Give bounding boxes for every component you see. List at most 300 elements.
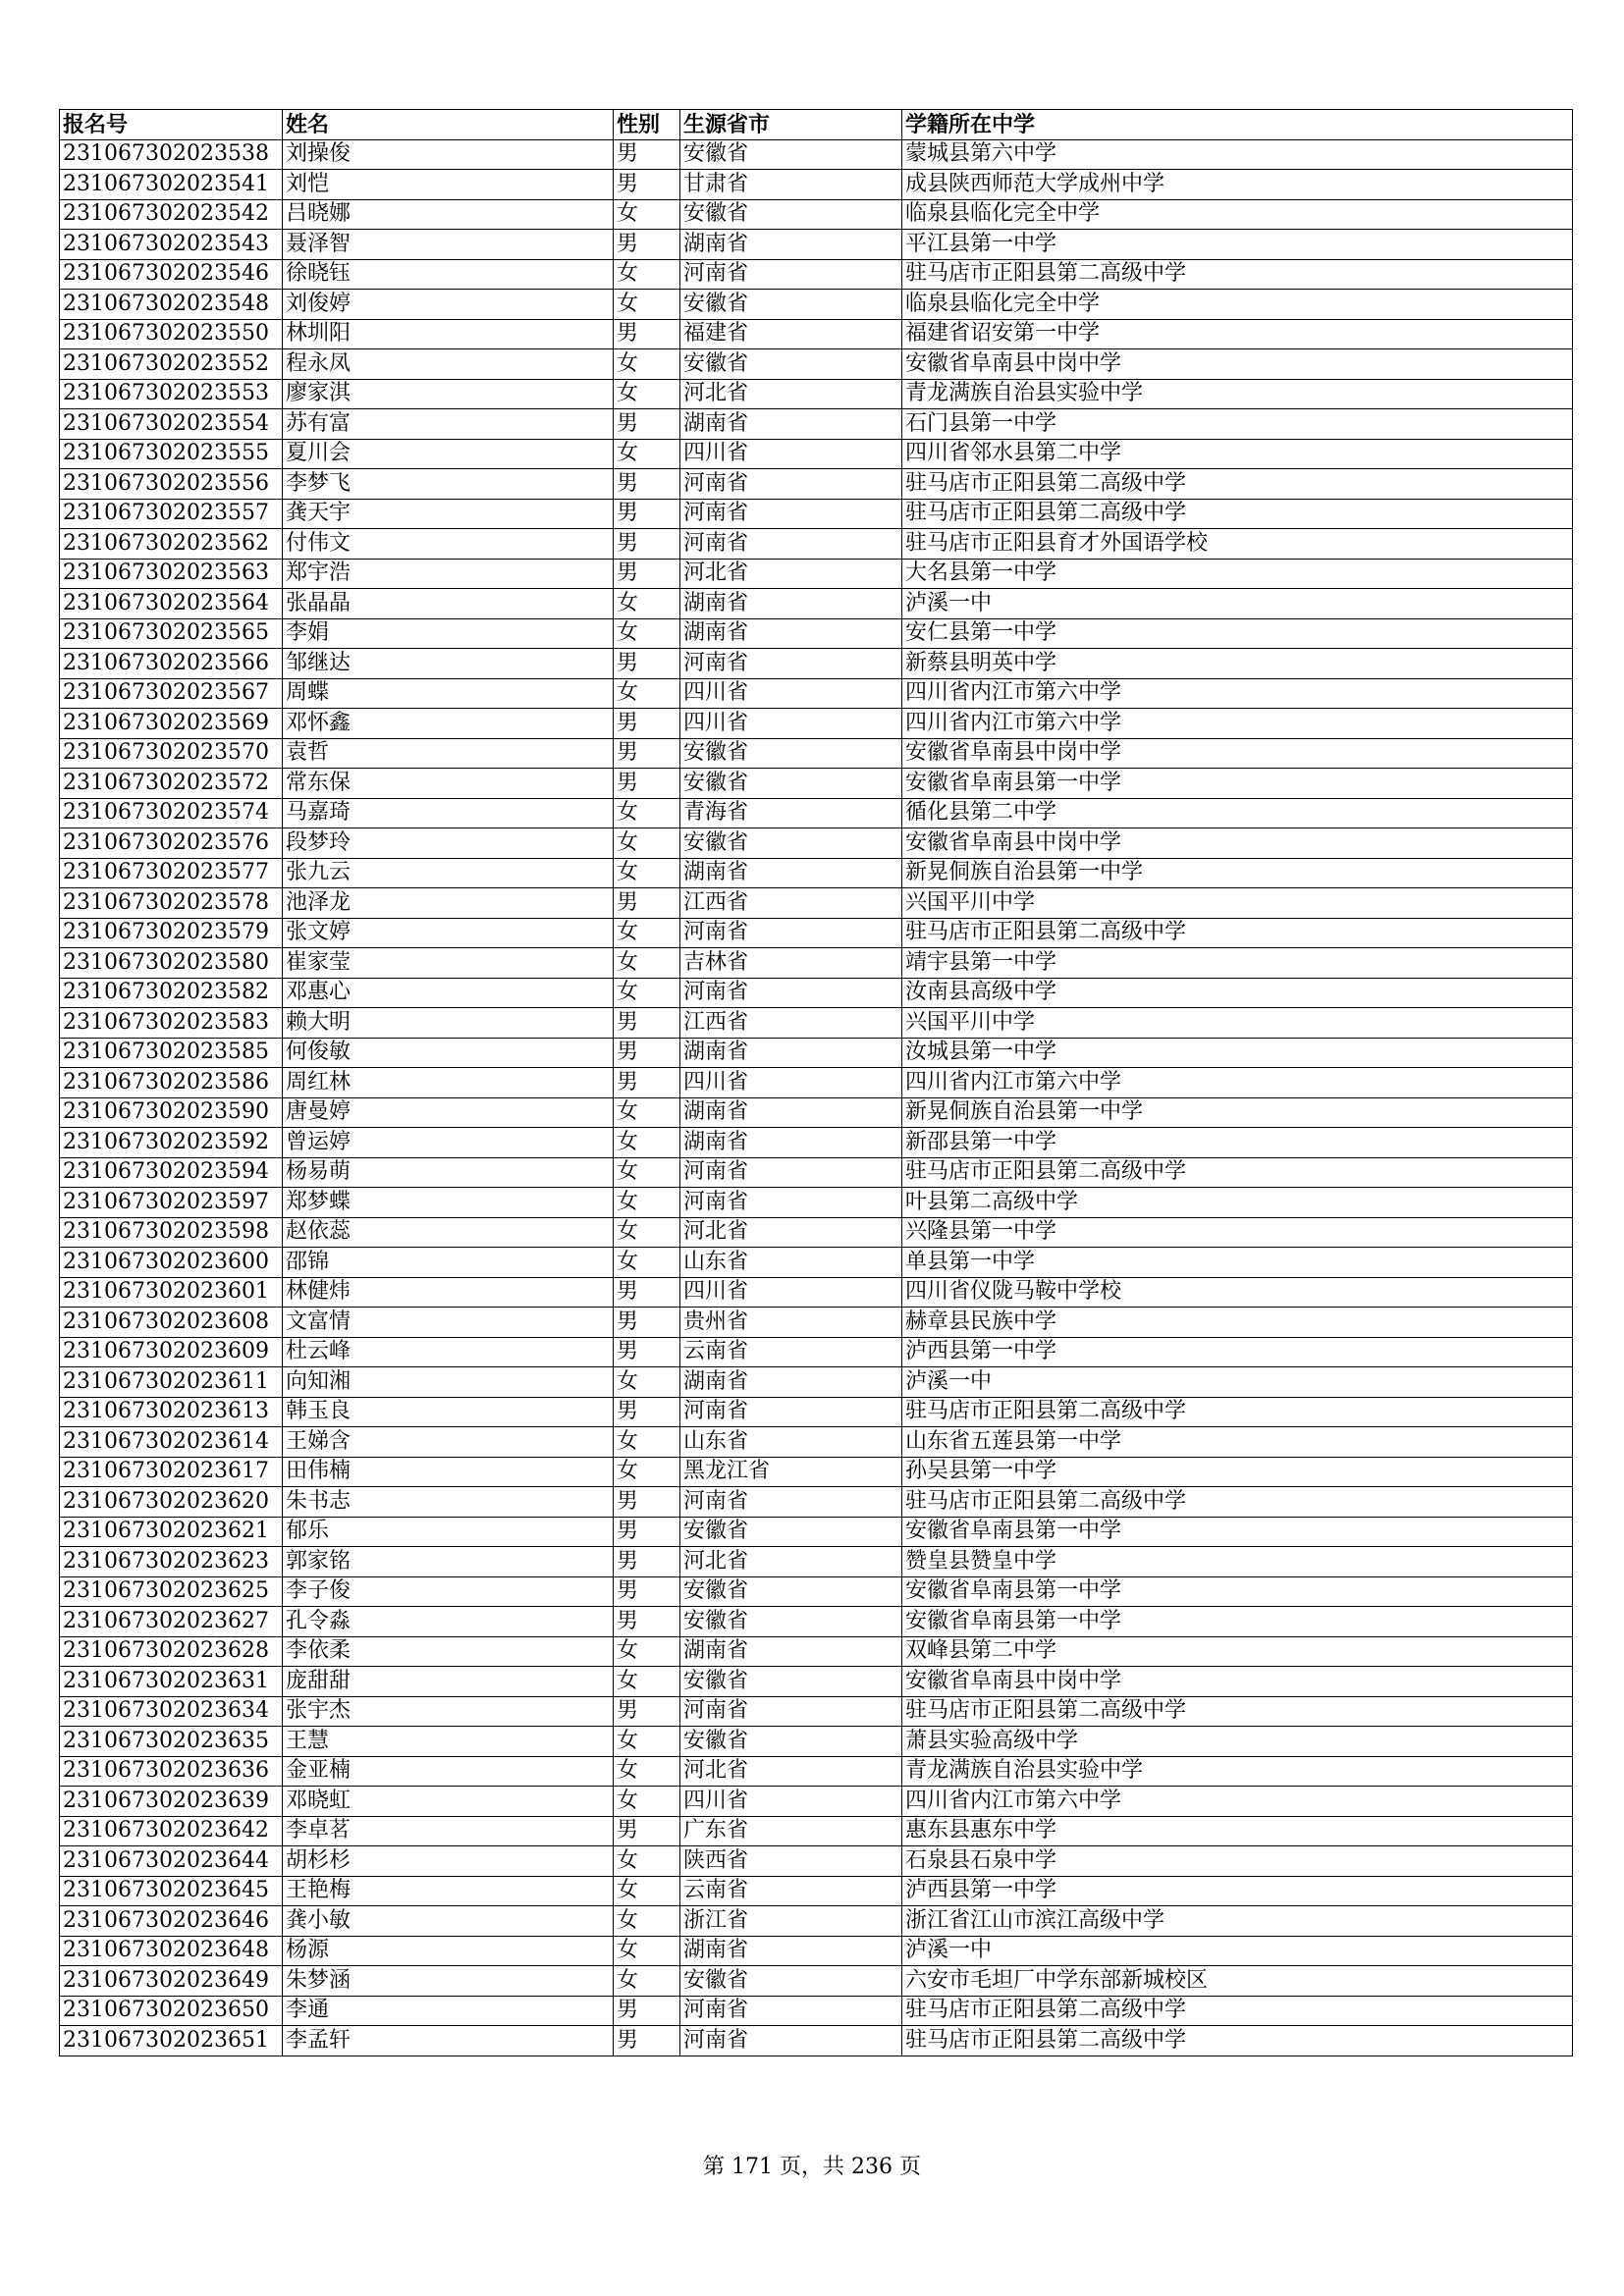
table-row (60, 769, 1573, 799)
cell-name: 李子俊 (283, 1576, 614, 1607)
cell-gender: 男 (614, 1277, 680, 1308)
header-school: 学籍所在中学 (902, 110, 1573, 140)
cell-gender: 男 (614, 1816, 680, 1846)
cell-school: 驻马店市正阳县第二高级中学 (902, 1397, 1573, 1427)
cell-gender: 男 (614, 1337, 680, 1367)
cell-province: 四川省 (680, 1277, 902, 1308)
cell-name: 杨源 (283, 1936, 614, 1966)
cell-gender: 男 (614, 769, 680, 799)
cell-gender: 男 (614, 1008, 680, 1039)
cell-school: 惠东县惠东中学 (902, 1816, 1573, 1846)
cell-school: 驻马店市正阳县第二高级中学 (902, 1996, 1573, 2026)
cell-gender: 男 (614, 409, 680, 440)
cell-registration-number: 231067302023620 (60, 1487, 283, 1518)
cell-gender: 女 (614, 1457, 680, 1487)
cell-name: 赵依蕊 (283, 1217, 614, 1248)
cell-gender: 女 (614, 589, 680, 619)
cell-gender: 男 (614, 1487, 680, 1518)
cell-registration-number: 231067302023592 (60, 1128, 283, 1158)
cell-registration-number: 231067302023565 (60, 618, 283, 649)
cell-gender: 男 (614, 888, 680, 919)
cell-name: 文富情 (283, 1308, 614, 1338)
cell-registration-number: 231067302023623 (60, 1547, 283, 1577)
cell-school: 驻马店市正阳县第二高级中学 (902, 2026, 1573, 2056)
cell-gender: 男 (614, 469, 680, 500)
cell-province: 河南省 (680, 529, 902, 560)
cell-province: 黑龙江省 (680, 1457, 902, 1487)
cell-gender: 男 (614, 1696, 680, 1727)
cell-registration-number: 231067302023569 (60, 709, 283, 739)
table-row (60, 1906, 1573, 1937)
cell-name: 朱书志 (283, 1487, 614, 1518)
cell-school: 安徽省阜南县中岗中学 (902, 738, 1573, 769)
cell-name: 李通 (283, 1996, 614, 2026)
cell-school: 汝城县第一中学 (902, 1038, 1573, 1068)
table-row (60, 170, 1573, 200)
table-row (60, 1277, 1573, 1308)
cell-school: 福建省诏安第一中学 (902, 319, 1573, 349)
cell-province: 湖南省 (680, 1636, 902, 1667)
cell-province: 湖南省 (680, 1367, 902, 1398)
cell-school: 驻马店市正阳县第二高级中学 (902, 1487, 1573, 1518)
cell-school: 驻马店市正阳县第二高级中学 (902, 918, 1573, 948)
cell-school: 成县陕西师范大学成州中学 (902, 170, 1573, 200)
cell-registration-number: 231067302023608 (60, 1308, 283, 1338)
cell-school: 浙江省江山市滨江高级中学 (902, 1906, 1573, 1937)
cell-province: 河南省 (680, 978, 902, 1008)
cell-registration-number: 231067302023585 (60, 1038, 283, 1068)
cell-registration-number: 231067302023557 (60, 499, 283, 529)
table-row (60, 1966, 1573, 1997)
cell-registration-number: 231067302023567 (60, 678, 283, 709)
cell-name: 程永凤 (283, 349, 614, 380)
cell-province: 山东省 (680, 1427, 902, 1458)
cell-gender: 女 (614, 199, 680, 230)
cell-province: 河南省 (680, 918, 902, 948)
table-row (60, 469, 1573, 500)
cell-province: 四川省 (680, 709, 902, 739)
cell-province: 安徽省 (680, 769, 902, 799)
cell-province: 河南省 (680, 469, 902, 500)
cell-name: 郑宇浩 (283, 559, 614, 589)
cell-gender: 女 (614, 1756, 680, 1787)
cell-gender: 女 (614, 1787, 680, 1817)
cell-gender: 女 (614, 1157, 680, 1188)
cell-name: 池泽龙 (283, 888, 614, 919)
cell-school: 新晃侗族自治县第一中学 (902, 858, 1573, 888)
cell-school: 平江县第一中学 (902, 230, 1573, 260)
cell-province: 安徽省 (680, 139, 902, 170)
cell-school: 泸溪一中 (902, 1367, 1573, 1398)
cell-name: 龚天宇 (283, 499, 614, 529)
table-row (60, 1097, 1573, 1128)
cell-name: 聂泽智 (283, 230, 614, 260)
cell-province: 浙江省 (680, 1906, 902, 1937)
cell-gender: 男 (614, 1996, 680, 2026)
cell-province: 湖南省 (680, 1936, 902, 1966)
cell-name: 朱梦涵 (283, 1966, 614, 1997)
cell-school: 四川省仪陇马鞍中学校 (902, 1277, 1573, 1308)
cell-school: 四川省内江市第六中学 (902, 1787, 1573, 1817)
cell-province: 湖南省 (680, 1128, 902, 1158)
cell-registration-number: 231067302023614 (60, 1427, 283, 1458)
cell-name: 杜云峰 (283, 1337, 614, 1367)
table-row (60, 858, 1573, 888)
cell-registration-number: 231067302023628 (60, 1636, 283, 1667)
cell-name: 杨易萌 (283, 1157, 614, 1188)
table-row (60, 978, 1573, 1008)
table-row (60, 1157, 1573, 1188)
cell-registration-number: 231067302023598 (60, 1217, 283, 1248)
cell-province: 安徽省 (680, 1607, 902, 1637)
table-row (60, 319, 1573, 349)
cell-province: 河南省 (680, 1397, 902, 1427)
table-row (60, 709, 1573, 739)
cell-school: 驻马店市正阳县第二高级中学 (902, 499, 1573, 529)
cell-name: 吕晓娜 (283, 199, 614, 230)
cell-school: 山东省五莲县第一中学 (902, 1427, 1573, 1458)
table-row (60, 1846, 1573, 1877)
table-row (60, 918, 1573, 948)
cell-gender: 男 (614, 319, 680, 349)
cell-gender: 男 (614, 1607, 680, 1637)
cell-registration-number: 231067302023556 (60, 469, 283, 500)
cell-school: 泸西县第一中学 (902, 1876, 1573, 1906)
cell-school: 安仁县第一中学 (902, 618, 1573, 649)
cell-province: 安徽省 (680, 1727, 902, 1757)
table-row (60, 290, 1573, 320)
cell-school: 六安市毛坦厂中学东部新城校区 (902, 1966, 1573, 1997)
cell-registration-number: 231067302023639 (60, 1787, 283, 1817)
table-row (60, 230, 1573, 260)
cell-school: 大名县第一中学 (902, 559, 1573, 589)
cell-province: 河北省 (680, 559, 902, 589)
cell-school: 双峰县第二中学 (902, 1636, 1573, 1667)
cell-province: 甘肃省 (680, 170, 902, 200)
cell-registration-number: 231067302023642 (60, 1816, 283, 1846)
cell-name: 田伟楠 (283, 1457, 614, 1487)
cell-name: 邓晓虹 (283, 1787, 614, 1817)
cell-gender: 女 (614, 1966, 680, 1997)
cell-province: 河南省 (680, 1996, 902, 2026)
cell-name: 王艳梅 (283, 1876, 614, 1906)
cell-name: 张九云 (283, 858, 614, 888)
cell-province: 河北省 (680, 379, 902, 409)
table-row (60, 618, 1573, 649)
cell-province: 江西省 (680, 1008, 902, 1039)
cell-gender: 女 (614, 1248, 680, 1278)
cell-name: 林圳阳 (283, 319, 614, 349)
table-row (60, 1996, 1573, 2026)
cell-province: 安徽省 (680, 738, 902, 769)
cell-school: 石门县第一中学 (902, 409, 1573, 440)
cell-gender: 女 (614, 349, 680, 380)
cell-registration-number: 231067302023564 (60, 589, 283, 619)
cell-registration-number: 231067302023578 (60, 888, 283, 919)
cell-school: 驻马店市正阳县第二高级中学 (902, 469, 1573, 500)
cell-registration-number: 231067302023546 (60, 259, 283, 290)
cell-school: 萧县实验高级中学 (902, 1727, 1573, 1757)
cell-province: 安徽省 (680, 1667, 902, 1697)
cell-gender: 女 (614, 1876, 680, 1906)
cell-province: 湖南省 (680, 618, 902, 649)
cell-school: 赫章县民族中学 (902, 1308, 1573, 1338)
cell-province: 江西省 (680, 888, 902, 919)
cell-registration-number: 231067302023553 (60, 379, 283, 409)
cell-registration-number: 231067302023590 (60, 1097, 283, 1128)
cell-province: 湖南省 (680, 589, 902, 619)
cell-name: 李依柔 (283, 1636, 614, 1667)
cell-name: 李孟轩 (283, 2026, 614, 2056)
cell-registration-number: 231067302023613 (60, 1397, 283, 1427)
cell-gender: 女 (614, 379, 680, 409)
cell-registration-number: 231067302023627 (60, 1607, 283, 1637)
cell-gender: 男 (614, 1397, 680, 1427)
cell-school: 安徽省阜南县第一中学 (902, 1576, 1573, 1607)
cell-registration-number: 231067302023645 (60, 1876, 283, 1906)
cell-name: 郁乐 (283, 1517, 614, 1547)
cell-name: 王慧 (283, 1727, 614, 1757)
cell-name: 张宇杰 (283, 1696, 614, 1727)
cell-name: 邓惠心 (283, 978, 614, 1008)
cell-name: 龚小敏 (283, 1906, 614, 1937)
cell-name: 胡杉杉 (283, 1846, 614, 1877)
cell-registration-number: 231067302023563 (60, 559, 283, 589)
cell-registration-number: 231067302023650 (60, 1996, 283, 2026)
cell-school: 安徽省阜南县第一中学 (902, 1517, 1573, 1547)
cell-registration-number: 231067302023580 (60, 948, 283, 979)
cell-school: 四川省邻水县第二中学 (902, 439, 1573, 469)
cell-gender: 男 (614, 2026, 680, 2056)
table-row (60, 1427, 1573, 1458)
cell-province: 河南省 (680, 1696, 902, 1727)
cell-gender: 男 (614, 230, 680, 260)
cell-name: 李娟 (283, 618, 614, 649)
cell-school: 四川省内江市第六中学 (902, 678, 1573, 709)
cell-school: 安徽省阜南县中岗中学 (902, 828, 1573, 859)
cell-name: 周蝶 (283, 678, 614, 709)
cell-gender: 男 (614, 139, 680, 170)
cell-province: 贵州省 (680, 1308, 902, 1338)
cell-name: 金亚楠 (283, 1756, 614, 1787)
table-row (60, 199, 1573, 230)
cell-name: 林健炜 (283, 1277, 614, 1308)
cell-name: 向知湘 (283, 1367, 614, 1398)
cell-school: 靖宇县第一中学 (902, 948, 1573, 979)
cell-province: 安徽省 (680, 290, 902, 320)
header-gender: 性别 (614, 110, 680, 140)
cell-registration-number: 231067302023566 (60, 649, 283, 679)
cell-name: 刘俊婷 (283, 290, 614, 320)
cell-province: 湖南省 (680, 1038, 902, 1068)
cell-registration-number: 231067302023538 (60, 139, 283, 170)
table-row (60, 1367, 1573, 1398)
header-registration-number: 报名号 (60, 110, 283, 140)
cell-gender: 女 (614, 290, 680, 320)
cell-province: 四川省 (680, 1787, 902, 1817)
cell-name: 邹继达 (283, 649, 614, 679)
cell-province: 湖南省 (680, 1097, 902, 1128)
table-row (60, 409, 1573, 440)
cell-name: 夏川会 (283, 439, 614, 469)
cell-registration-number: 231067302023552 (60, 349, 283, 380)
table-row (60, 139, 1573, 170)
table-row (60, 1217, 1573, 1248)
cell-gender: 女 (614, 1727, 680, 1757)
table-row (60, 1248, 1573, 1278)
cell-school: 泸溪一中 (902, 589, 1573, 619)
table-row (60, 1636, 1573, 1667)
cell-name: 邵锦 (283, 1248, 614, 1278)
cell-province: 安徽省 (680, 199, 902, 230)
cell-school: 叶县第二高级中学 (902, 1188, 1573, 1218)
cell-name: 孔令淼 (283, 1607, 614, 1637)
cell-school: 循化县第二中学 (902, 798, 1573, 828)
cell-registration-number: 231067302023572 (60, 769, 283, 799)
cell-name: 苏有富 (283, 409, 614, 440)
cell-gender: 女 (614, 798, 680, 828)
cell-name: 袁哲 (283, 738, 614, 769)
cell-province: 湖南省 (680, 409, 902, 440)
table-row (60, 1487, 1573, 1518)
cell-name: 付伟文 (283, 529, 614, 560)
table-row (60, 1308, 1573, 1338)
cell-gender: 女 (614, 918, 680, 948)
cell-registration-number: 231067302023555 (60, 439, 283, 469)
cell-name: 周红林 (283, 1068, 614, 1098)
cell-school: 石泉县石泉中学 (902, 1846, 1573, 1877)
cell-province: 河南省 (680, 499, 902, 529)
cell-registration-number: 231067302023600 (60, 1248, 283, 1278)
cell-province: 湖南省 (680, 858, 902, 888)
cell-school: 蒙城县第六中学 (902, 139, 1573, 170)
cell-registration-number: 231067302023646 (60, 1906, 283, 1937)
table-row (60, 1188, 1573, 1218)
cell-registration-number: 231067302023542 (60, 199, 283, 230)
cell-school: 安徽省阜南县第一中学 (902, 1607, 1573, 1637)
cell-school: 安徽省阜南县中岗中学 (902, 1667, 1573, 1697)
cell-registration-number: 231067302023644 (60, 1846, 283, 1877)
cell-province: 福建省 (680, 319, 902, 349)
cell-province: 安徽省 (680, 1966, 902, 1997)
cell-province: 安徽省 (680, 828, 902, 859)
cell-gender: 男 (614, 709, 680, 739)
table-row (60, 678, 1573, 709)
cell-name: 李梦飞 (283, 469, 614, 500)
cell-province: 安徽省 (680, 1576, 902, 1607)
cell-school: 安徽省阜南县中岗中学 (902, 349, 1573, 380)
cell-province: 四川省 (680, 439, 902, 469)
table-row (60, 1576, 1573, 1607)
cell-registration-number: 231067302023597 (60, 1188, 283, 1218)
page-footer: 第 171 页，共 236 页 (703, 2155, 921, 2179)
table-row (60, 439, 1573, 469)
table-row (60, 1457, 1573, 1487)
cell-registration-number: 231067302023554 (60, 409, 283, 440)
table-header-row (60, 110, 1573, 140)
cell-name: 马嘉琦 (283, 798, 614, 828)
cell-registration-number: 231067302023651 (60, 2026, 283, 2056)
cell-gender: 男 (614, 1576, 680, 1607)
cell-name: 张晶晶 (283, 589, 614, 619)
cell-school: 临泉县临化完全中学 (902, 290, 1573, 320)
cell-province: 河南省 (680, 2026, 902, 2056)
table-row (60, 259, 1573, 290)
cell-registration-number: 231067302023631 (60, 1667, 283, 1697)
cell-registration-number: 231067302023562 (60, 529, 283, 560)
cell-province: 河北省 (680, 1217, 902, 1248)
cell-name: 段梦玲 (283, 828, 614, 859)
cell-gender: 女 (614, 618, 680, 649)
cell-school: 临泉县临化完全中学 (902, 199, 1573, 230)
cell-name: 王娣含 (283, 1427, 614, 1458)
cell-gender: 男 (614, 1547, 680, 1577)
cell-name: 庞甜甜 (283, 1667, 614, 1697)
table-row (60, 1068, 1573, 1098)
table-row (60, 1008, 1573, 1039)
cell-gender: 男 (614, 1517, 680, 1547)
cell-gender: 女 (614, 1188, 680, 1218)
cell-registration-number: 231067302023570 (60, 738, 283, 769)
cell-school: 兴国平川中学 (902, 888, 1573, 919)
cell-registration-number: 231067302023541 (60, 170, 283, 200)
table-row (60, 1936, 1573, 1966)
cell-school: 新晃侗族自治县第一中学 (902, 1097, 1573, 1128)
table-row (60, 499, 1573, 529)
cell-school: 汝南县高级中学 (902, 978, 1573, 1008)
table-row (60, 1547, 1573, 1577)
table-row (60, 2026, 1573, 2056)
cell-registration-number: 231067302023579 (60, 918, 283, 948)
cell-school: 青龙满族自治县实验中学 (902, 1756, 1573, 1787)
table-row (60, 1667, 1573, 1697)
table-row (60, 1517, 1573, 1547)
cell-name: 何俊敏 (283, 1038, 614, 1068)
cell-gender: 男 (614, 559, 680, 589)
cell-province: 河南省 (680, 1157, 902, 1188)
cell-gender: 女 (614, 678, 680, 709)
table-row (60, 589, 1573, 619)
cell-province: 安徽省 (680, 349, 902, 380)
cell-gender: 女 (614, 1906, 680, 1937)
cell-registration-number: 231067302023625 (60, 1576, 283, 1607)
cell-province: 陕西省 (680, 1846, 902, 1877)
cell-name: 刘操俊 (283, 139, 614, 170)
table-row (60, 1696, 1573, 1727)
cell-gender: 女 (614, 1667, 680, 1697)
table-row (60, 559, 1573, 589)
cell-gender: 女 (614, 1217, 680, 1248)
cell-province: 云南省 (680, 1337, 902, 1367)
cell-province: 湖南省 (680, 230, 902, 260)
cell-gender: 女 (614, 1128, 680, 1158)
table-row (60, 1337, 1573, 1367)
cell-province: 河南省 (680, 1188, 902, 1218)
cell-name: 廖家淇 (283, 379, 614, 409)
cell-registration-number: 231067302023611 (60, 1367, 283, 1398)
cell-gender: 男 (614, 499, 680, 529)
table-row (60, 888, 1573, 919)
cell-gender: 女 (614, 948, 680, 979)
cell-school: 驻马店市正阳县第二高级中学 (902, 1157, 1573, 1188)
cell-province: 四川省 (680, 1068, 902, 1098)
table-row (60, 529, 1573, 560)
table-row (60, 1607, 1573, 1637)
cell-gender: 女 (614, 858, 680, 888)
table-row (60, 1397, 1573, 1427)
cell-registration-number: 231067302023594 (60, 1157, 283, 1188)
student-table (59, 109, 1573, 2056)
